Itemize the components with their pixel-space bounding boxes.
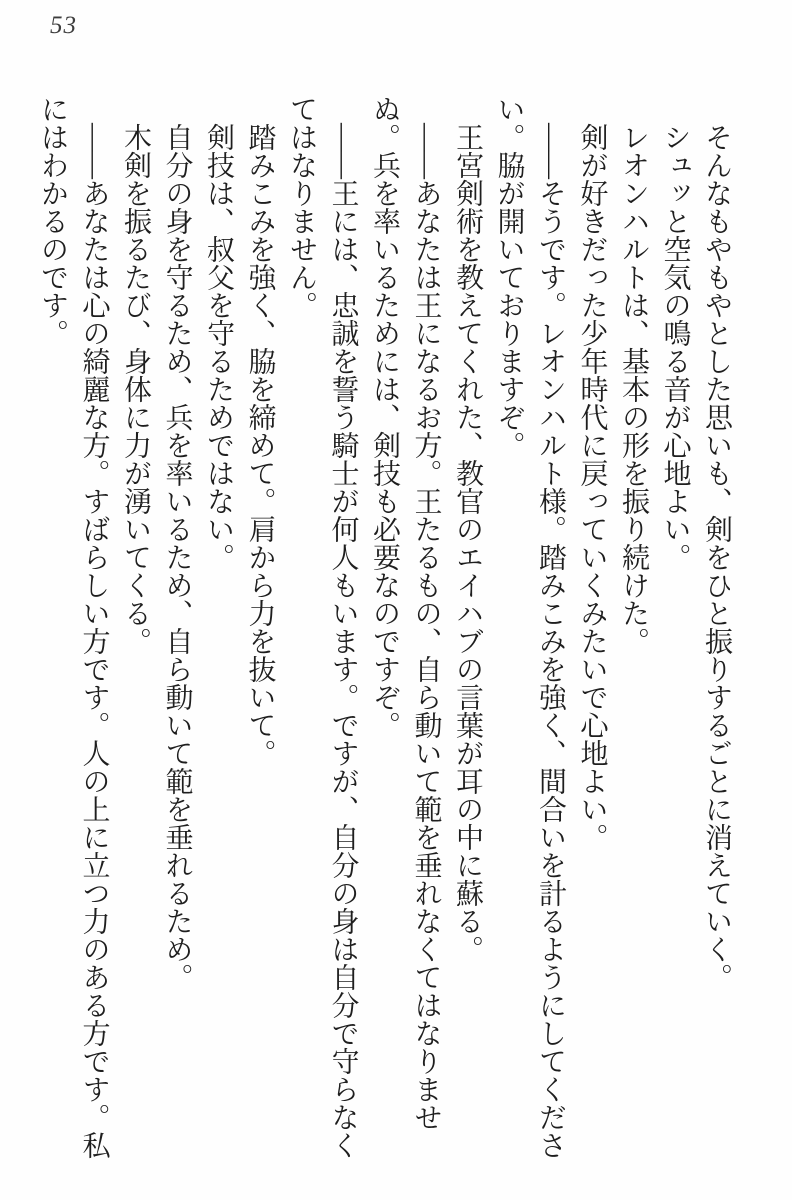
paragraph-dialogue: ――そうです。レオンハルト様。踏みこみを強く、間合いを計るようにしてください。脇が開いておりますぞ。: [493, 95, 566, 1159]
paragraph: 剣が好きだった少年時代に戻っていくみたいで心地よい。: [576, 123, 608, 851]
paragraph-dialogue: ――王には、忠誠を誓う騎士が何人もいます。ですが、自分の身は自分で守らなくてはなりません。: [286, 95, 359, 1159]
paragraph: 王宮剣術を教えてくれた、教官のエイハブの言葉が耳の中に蘇る。: [452, 123, 483, 963]
paragraph: 木剣を振るたび、身体に力が湧いてくる。: [120, 123, 151, 655]
paragraph: レオンハルトは、基本の形を振り続けた。: [618, 123, 649, 655]
vertical-text-block: [31, 95, 737, 1170]
paragraph: シュッと空気の鳴る音が心地よい。: [659, 123, 691, 571]
paragraph-dialogue: ――あなたは心の綺麗な方。すばらしい方です。人の上に立つ力のある方です。私にはわかるのです。: [37, 95, 110, 1159]
page-number: 53: [50, 12, 77, 39]
paragraph: 踏みこみを強く、脇を締めて。肩から力を抜いて。: [244, 123, 276, 767]
paragraph: そんなもやもやとした思いも、剣をひと振りするごとに消えていく。: [701, 123, 732, 991]
paragraph: 剣技は、叔父を守るためではない。: [203, 123, 234, 571]
paragraph-dialogue: ――あなたは王になるお方。王たるもの、自ら動いて範を垂れなくてはなりませぬ。兵を率いるためには、剣技も必要なのですぞ。: [369, 95, 442, 1131]
paragraph: 自分の身を守るため、兵を率いるため、自ら動いて範を垂れるため。: [161, 123, 193, 991]
